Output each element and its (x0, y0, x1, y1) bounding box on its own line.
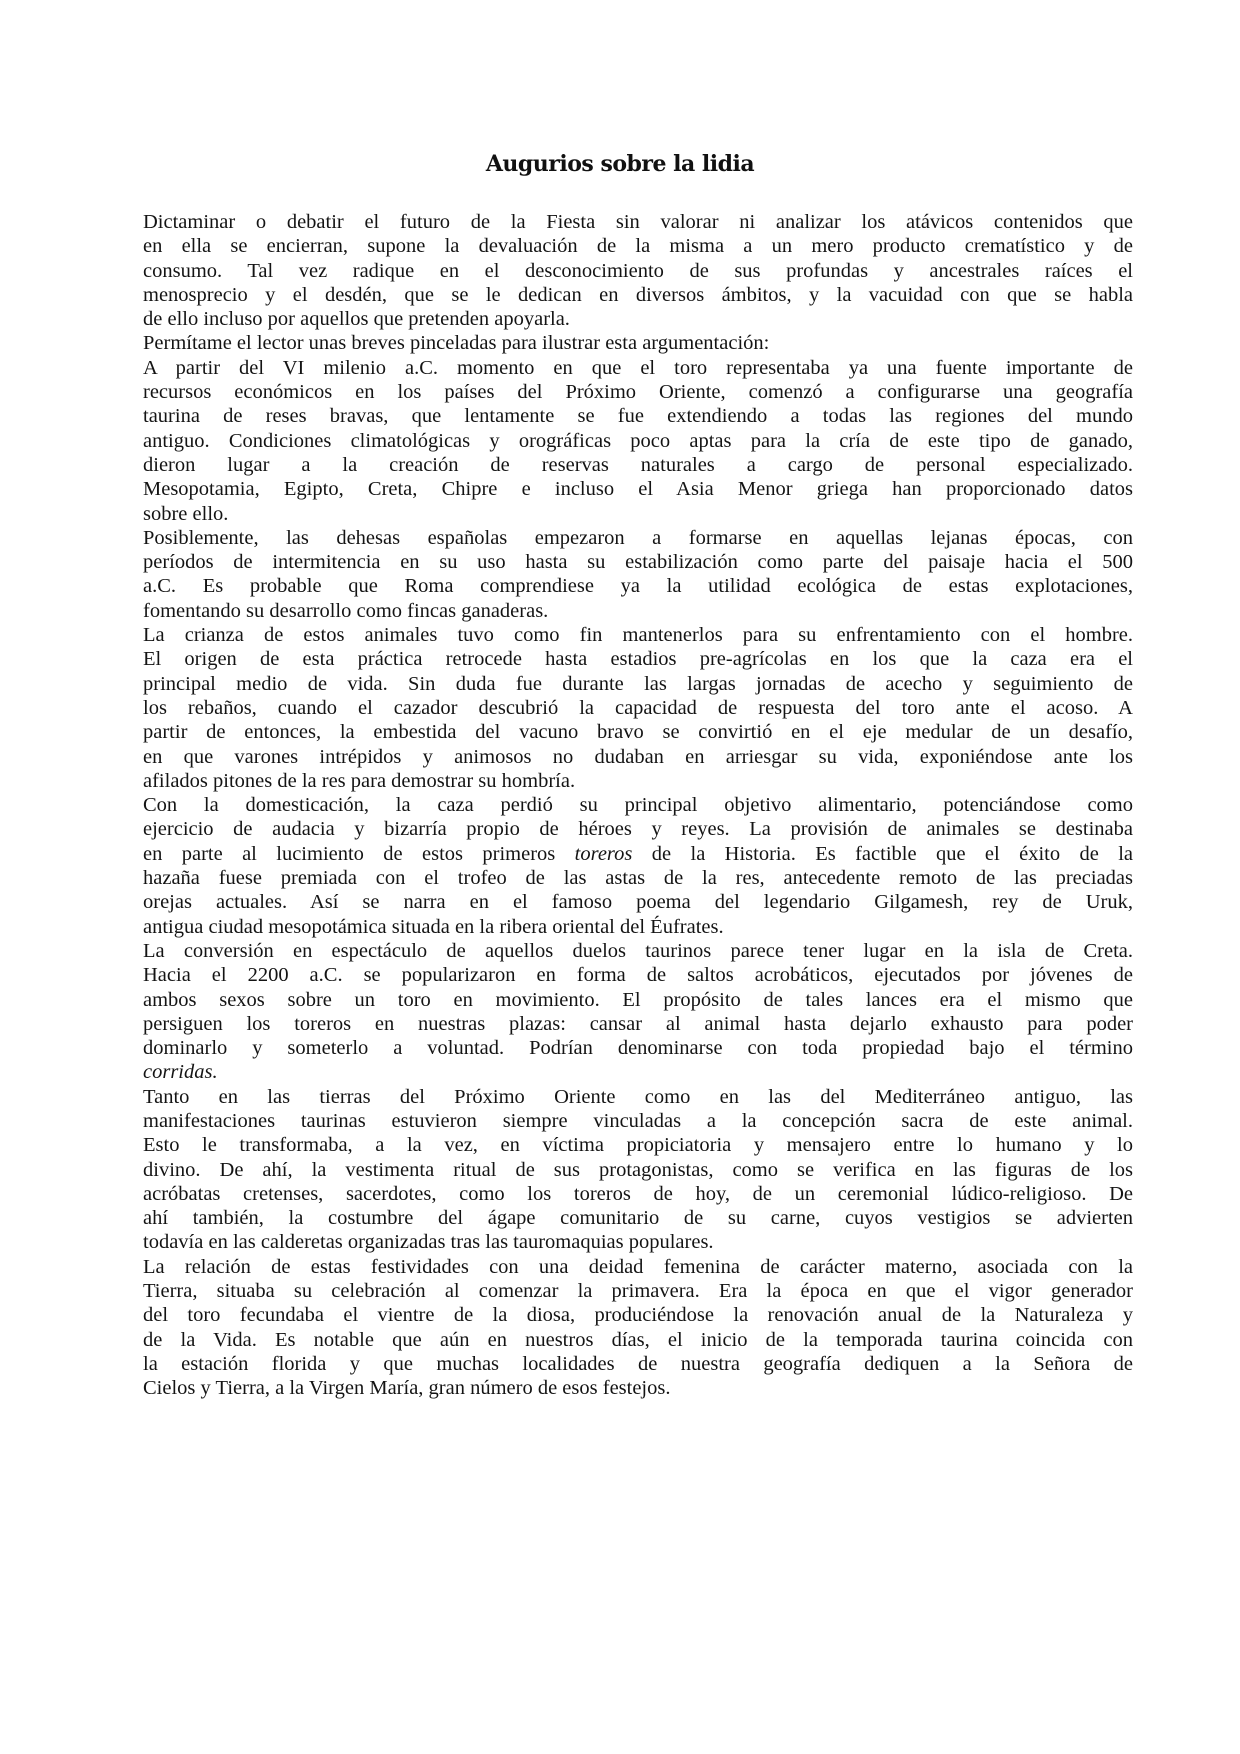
paragraph (143, 793, 1133, 939)
text-line: Hacia el 2200 a.C. se popularizaron en forma de saltos acrobáticos, ejecutados por jóvenes de (143, 964, 1133, 987)
italic-word: corridas. (143, 1061, 218, 1084)
text-line: Cielos y Tierra, a la Virgen María, gran número de esos festejos. (143, 1377, 671, 1400)
italic-word: toreros (574, 842, 633, 865)
text-line: antigua ciudad mesopotámica situada en la ribera oriental del Éufrates. (143, 915, 724, 938)
text-line: Tierra, situaba su celebración al comenzar la primavera. Era la época en que el vigor generador (143, 1280, 1133, 1303)
text-line: fomentando su desarrollo como fincas ganaderas. (143, 599, 549, 622)
text-line: a.C. Es probable que Roma comprendiese ya la utilidad ecológica de estas explotaciones, (143, 575, 1133, 598)
text-line: Permítame el lector unas breves pinceladas para ilustrar esta argumentación: (143, 332, 770, 355)
text-line: Tanto en las tierras del Próximo Oriente como en las del Mediterráneo antiguo, las (143, 1085, 1133, 1108)
paragraph (143, 1085, 1133, 1255)
text-line: La conversión en espectáculo de aquellos duelos taurinos parece tener lugar en la isla de Creta. (143, 939, 1133, 962)
text-line: La crianza de estos animales tuvo como fin mantenerlos para su enfrentamiento con el hombre. (143, 624, 1133, 647)
text-line: de ello incluso por aquellos que pretenden apoyarla. (143, 308, 570, 331)
text-line: hazaña fuese premiada con el trofeo de las astas de la res, antecedente remoto de las preciadas (143, 867, 1133, 890)
paragraph (143, 526, 1133, 623)
text-line: Esto le transformaba, a la vez, en víctima propiciatoria y mensajero entre lo humano y lo (143, 1134, 1133, 1157)
text-line: Mesopotamia, Egipto, Creta, Chipre e incluso el Asia Menor griega han proporcionado datos (143, 478, 1133, 501)
text-line: La relación de estas festividades con una deidad femenina de carácter materno, asociada con la (143, 1255, 1133, 1278)
paragraph (143, 939, 1133, 1085)
text-line: antiguo. Condiciones climatológicas y orográficas poco aptas para la cría de este tipo de ganado, (143, 429, 1133, 452)
text-line: afilados pitones de la res para demostrar su hombría. (143, 769, 576, 792)
text-line: El origen de esta práctica retrocede hasta estadios pre-agrícolas en los que la caza era el (143, 648, 1133, 671)
text-line: dieron lugar a la creación de reservas naturales a cargo de personal especializado. (143, 453, 1133, 476)
text-line: A partir del VI milenio a.C. momento en que el toro representaba ya una fuente importante de (143, 356, 1133, 379)
text-line: sobre ello. (143, 502, 229, 525)
text-line: ambos sexos sobre un toro en movimiento. El propósito de tales lances era el mismo que (143, 988, 1133, 1011)
paragraph (143, 210, 1133, 331)
text-line: Dictaminar o debatir el futuro de la Fiesta sin valorar ni analizar los atávicos contenidos que (143, 211, 1133, 233)
paragraph (143, 623, 1133, 793)
text-line: en que varones intrépidos y animosos no dudaban en arriesgar su vida, exponiéndose ante los (143, 745, 1133, 768)
text-line: consumo. Tal vez radique en el desconocimiento de sus profundas y ancestrales raíces el (143, 259, 1133, 282)
text-line: Posiblemente, las dehesas españolas empezaron a formarse en aquellas lejanas épocas, con (143, 526, 1133, 549)
text-line: recursos económicos en los países del Próximo Oriente, comenzó a configurarse una geografía (143, 381, 1133, 404)
text-line: divino. De ahí, la vestimenta ritual de sus protagonistas, como se verifica en las figuras de los (143, 1158, 1133, 1181)
text-line: del toro fecundaba el vientre de la diosa, produciéndose la renovación anual de la Naturaleza y (143, 1304, 1133, 1327)
text-line: de la Vida. Es notable que aún en nuestros días, el inicio de la temporada taurina coincida con (143, 1328, 1133, 1351)
text-line: partir de entonces, la embestida del vacuno bravo se convirtió en el eje medular de un desafío, (143, 721, 1133, 744)
text-line: dominarlo y someterlo a voluntad. Podrían denominarse con toda propiedad bajo el término (143, 1037, 1133, 1060)
text-line: en parte al lucimiento de estos primeros toreros de la Historia. Es factible que el éxito de la (143, 842, 1133, 865)
document-title: Augurios sobre la lidia (485, 151, 755, 177)
text-line: taurina de reses bravas, que lentamente se fue extendiendo a todas las regiones del mundo (143, 405, 1133, 428)
paragraph (143, 356, 1133, 526)
text-line: todavía en las calderetas organizadas tras las tauromaquias populares. (143, 1231, 714, 1254)
text-line: principal medio de vida. Sin duda fue durante las largas jornadas de acecho y seguimiento de (143, 672, 1133, 695)
paragraph (143, 331, 1133, 355)
text-line: Con la domesticación, la caza perdió su principal objetivo alimentario, potenciándose como (143, 794, 1133, 817)
text-line: ahí también, la costumbre del ágape comunitario de su carne, cuyos vestigios se advierten (143, 1207, 1133, 1230)
text-line: menosprecio y el desdén, que se le dedican en diversos ámbitos, y la vacuidad con que se habla (143, 283, 1133, 306)
text-line: manifestaciones taurinas estuvieron siempre vinculadas a la concepción sacra de este animal. (143, 1109, 1133, 1132)
text-line (143, 1060, 1133, 1084)
paragraph (143, 1255, 1133, 1401)
text-line: períodos de intermitencia en su uso hasta su estabilización como parte del paisaje hacia el 500 (143, 551, 1133, 574)
text-line: ejercicio de audacia y bizarría propio de héroes y reyes. La provisión de animales se destinaba (143, 818, 1133, 841)
document-body (143, 210, 1133, 1401)
text-line: orejas actuales. Así se narra en el famoso poema del legendario Gilgamesh, rey de Uruk, (143, 891, 1133, 914)
text-line: la estación florida y que muchas localidades de nuestra geografía dediquen a la Señora de (143, 1352, 1133, 1375)
text-line: los rebaños, cuando el cazador descubrió la capacidad de respuesta del toro ante el acoso. A (143, 696, 1133, 719)
text-line: persiguen los toreros en nuestras plazas: cansar al animal hasta dejarlo exhausto para poder (143, 1012, 1133, 1035)
text-line: acróbatas cretenses, sacerdotes, como los toreros de hoy, de un ceremonial lúdico-religioso. De (143, 1182, 1133, 1205)
text-line: en ella se encierran, supone la devaluación de la misma a un mero producto crematístico y de (143, 235, 1133, 258)
